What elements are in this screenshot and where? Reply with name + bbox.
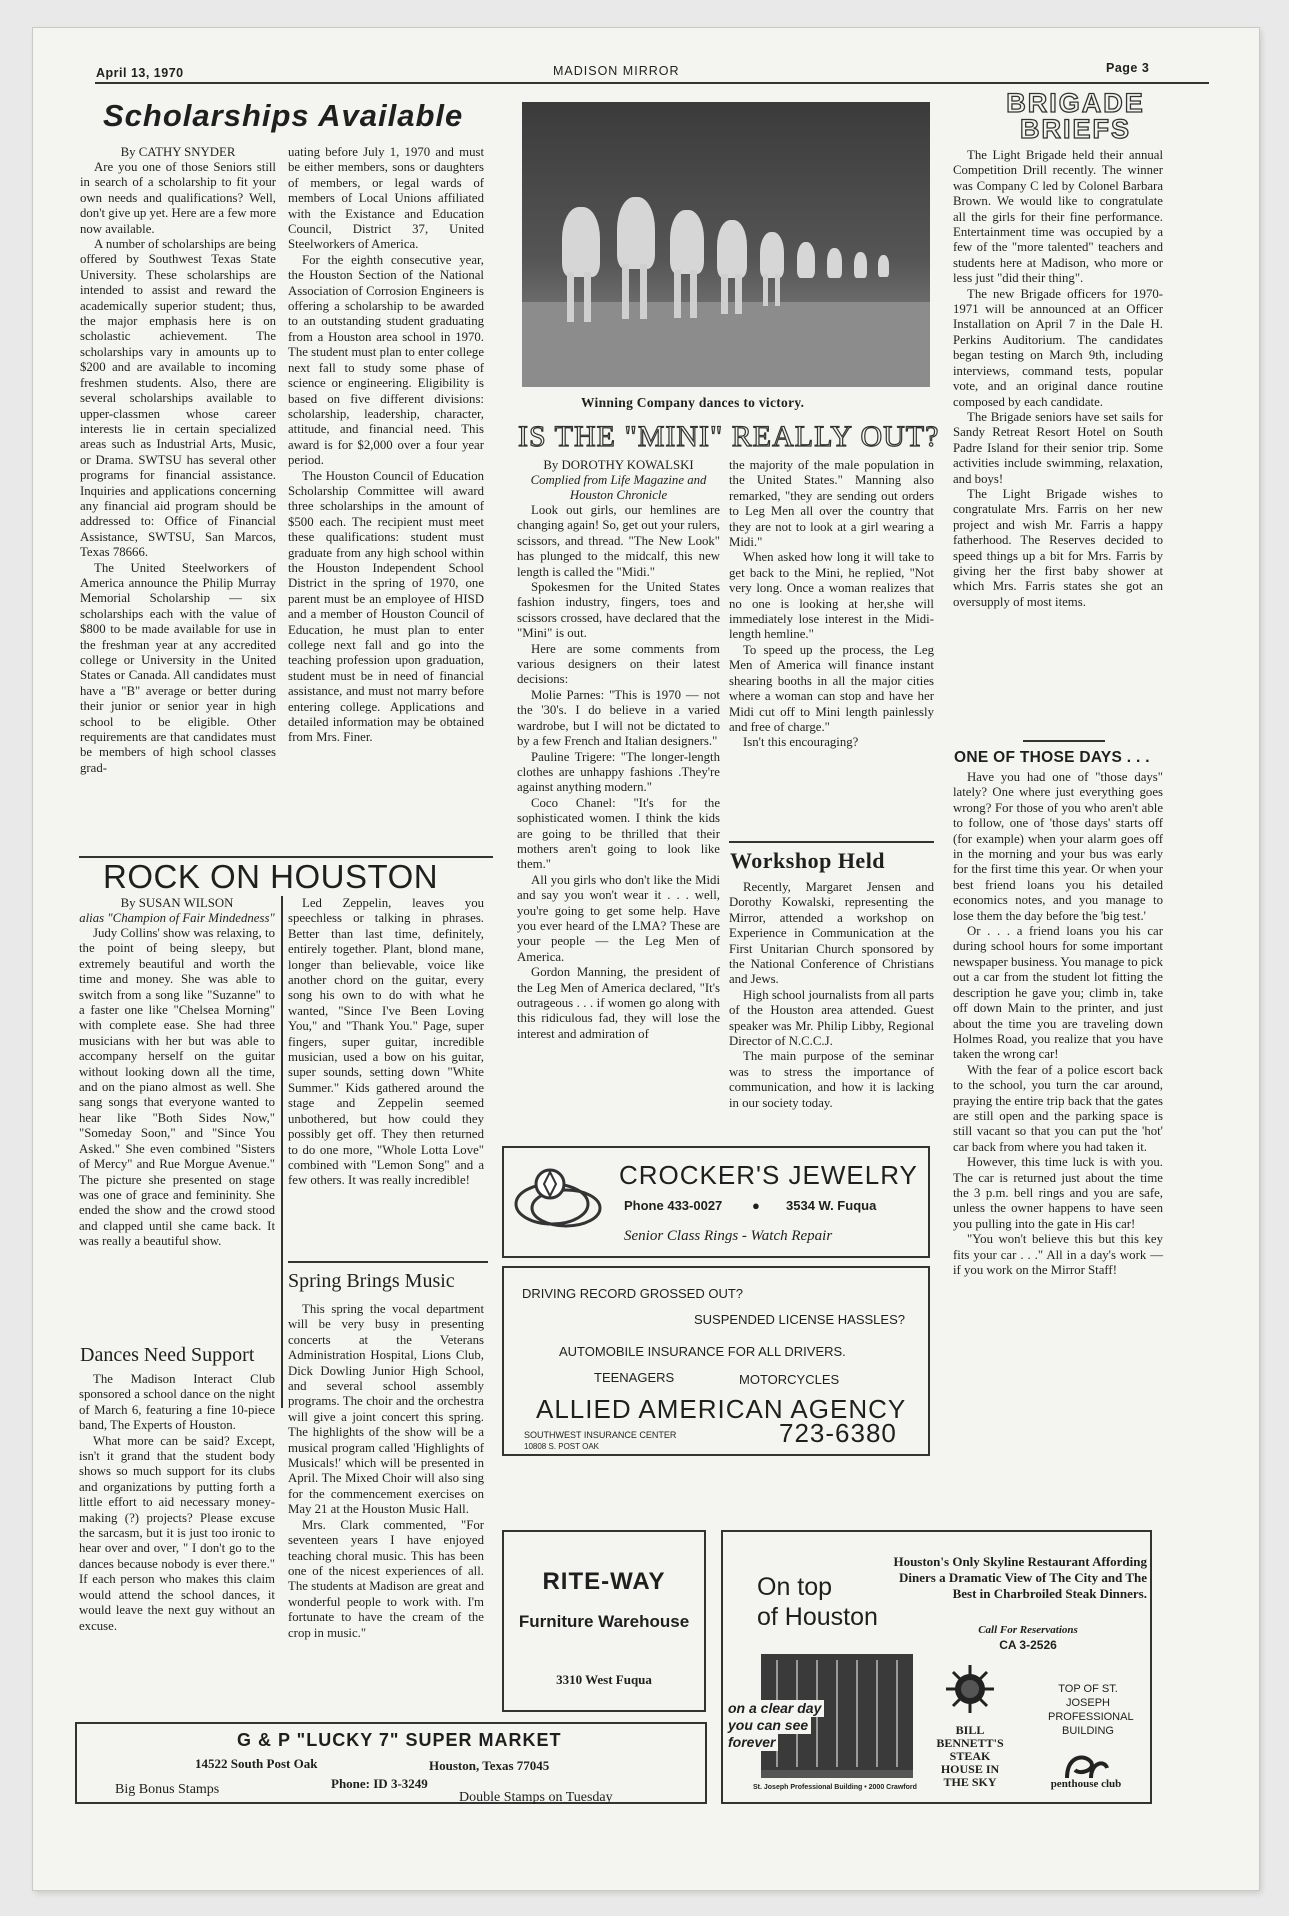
newspaper-page	[33, 28, 1259, 1890]
brigade-body	[953, 148, 1163, 610]
glass-text	[725, 1700, 824, 1751]
paragraph: uating before July 1, 1970 and must be either members, sons or daughters of members, or legal wards of members of Local Unions affiliated with the Existance and Education Council, District 37, United Steelworkers of America.	[288, 145, 484, 252]
steak-house-logo: BILL BENNETT'S STEAK HOUSE IN THE SKY	[936, 1723, 1004, 1789]
riteway-ad	[502, 1530, 706, 1712]
paragraph: Judy Collins' show was relaxing, to the point of being sleepy, but extremely beautiful and worth the time and money. She was able to switch from a song like "Suzanne" to a faster one like "Chelsea Morning" with complete ease. She had three musicians with her but was able to accompany herself on the guitar without looking down all the time, and on the piano almost as well. She sang songs that everyone wanted to hear like "Both Sides Now," "Someday Soon," and "Since You Asked." She even combined "Sisters of Mercy" and Rue Morgue Avenue." The picture she presented on stage was one of grace and femininity. She ended the show and the crowd stood and clapped until she came back. It was really a beautiful show.	[79, 926, 275, 1249]
column-divider	[281, 896, 283, 1408]
rock-col2	[288, 896, 484, 1189]
allied-american-ad	[502, 1266, 930, 1456]
scholarships-headline: Scholarships Available	[103, 98, 464, 133]
mini-col1	[517, 458, 720, 1042]
rock-alias: alias "Champion of Fair Mindedness"	[79, 911, 275, 925]
glass-text-3: forever	[725, 1734, 778, 1751]
newspaper-name: MADISON MIRROR	[553, 64, 680, 78]
rock-col1	[79, 896, 275, 1250]
riteway-sub: Furniture Warehouse	[518, 1612, 690, 1631]
workshop-headline: Workshop Held	[730, 848, 886, 873]
gp-left: Big Bonus Stamps	[115, 1782, 220, 1797]
allied-line2: SUSPENDED LICENSE HASSLES?	[694, 1312, 905, 1327]
ontop-headline-line1: On top	[757, 1573, 833, 1601]
paragraph: A number of scholarships are being offered by Southwest Texas State University. These scholarships are intended to assist and reward the academically superior student; thus, the major emphasis here is on scholastic achievement. The scholarships vary in amounts up to $200 and are available to incoming freshmen students. Also, there are several scholarships available to upper-classmen whose career interests lie in certain specialized areas such as Industrial Arts, Music, or Drama. SWTSU has several other programs for financial assistance. Inquiries and applications concerning any financial aid program should be addressed to: Office of Financial Assistance, SWTSU, San Marcos, Texas 78666.	[80, 237, 276, 560]
paragraph: Led Zeppelin, leaves you speechless or talking in phrases. Better than last time, definitely, entirely together. Plant, blond mane, longer than believable, voice like another chord on the guitar, every song his own to do with what he wanted, "Since I've Been Loving You," and "Thank You." Page, super fingers, super guitar, incredible musician, used a bow on his guitar, super sounds, setting down "White Summer." Kids gathered around the stage and Zeppelin seemed unbothered, but how could they possibly get off. They then returned to do one more, "Whole Lotta Love" combined with "Lemon Song" and a few others. It was really incredible!	[288, 896, 484, 1188]
paragraph: Gordon Manning, the president of the Leg Men of America declared, "It's outrageous . . . if women go along with this ridiculous fad, they will lose the interest and admiration of	[517, 965, 720, 1041]
brigade-headline	[963, 90, 1188, 142]
mini-credit: Complied from Life Magazine and Houston Chronicle	[530, 473, 707, 502]
issue-date: April 13, 1970	[96, 66, 184, 80]
paragraph: The main purpose of the seminar was to stress the importance of communication, and how it is lacking in our society today.	[729, 1049, 934, 1110]
crocker-address: 3534 W. Fuqua	[786, 1198, 877, 1213]
crocker-tagline: Senior Class Rings - Watch Repair	[624, 1228, 833, 1244]
paragraph: What more can be said? Except, isn't it grand that the student body shows so much support for its clubs and organizations by putting forth a little effort to aid necessary money-making (?) projects? Please excuse the sarcasm, but it is just too ironic to hear over and over, " I don't go to the dances because nobody is ever there." If each person who makes this claim would attend the school dances, it would leave the next guy without an excuse.	[79, 1433, 275, 1633]
paragraph: When asked how long it will take to get back to the Mini, he replied, "Not very long. Once a woman realizes that no one is looking at her,she will immediately lose interest in the Midi-length hemline."	[729, 550, 934, 642]
ontop-footer: St. Joseph Professional Building • 2000 Crawford	[753, 1784, 917, 1791]
paragraph: Coco Chanel: "It's for the sophisticated women. I think the kids are going to be thrilled that their mothers aren't going to look like them."	[517, 795, 720, 872]
brigade-divider	[1023, 740, 1105, 742]
paragraph: Pauline Trigere: "The longer-length clothes are unhappy fashions .They're against anything modern."	[517, 749, 720, 795]
brigade-headline-line2: BRIEFS	[1019, 114, 1131, 144]
scholarships-col2	[288, 145, 484, 746]
gp-supermarket-ad	[75, 1722, 707, 1804]
mini-col2	[729, 458, 934, 751]
header-rule	[95, 82, 1209, 84]
mini-headline: IS THE "MINI" REALLY OUT?	[518, 420, 940, 453]
gp-city: Houston, Texas 77045	[429, 1758, 550, 1773]
brigade-dance-photo	[522, 102, 930, 387]
gp-right: Double Stamps on Tuesday	[459, 1790, 613, 1805]
paragraph: The new Brigade officers for 1970-1971 will be announced at an Officer Installation on April 7 in the Dale H. Perkins Auditorium. The candidates began testing on March 9th, including interviews, command tests, popular vote, and an original dance routine composed by each candidate.	[953, 286, 1163, 409]
scholarships-byline: By CATHY SNYDER	[120, 145, 236, 159]
ontop-building: TOP OF ST. JOSEPH PROFESSIONAL BUILDING	[1048, 1683, 1134, 1737]
ontop-headline	[757, 1572, 878, 1632]
dances-body	[79, 1372, 275, 1634]
paragraph: the majority of the male population in the United States." Manning also remarked, "they are sending out orders to Leg Men all over the country that they are not to look at a girl wearing a Midi."	[729, 458, 934, 550]
paragraph: However, this time luck is with you. The car is returned just about the time the 3 p.m. bell rings and you are safe, unless the owner happens to have seen you pulling into the gate in His car!	[953, 1155, 1163, 1231]
gp-address: 14522 South Post Oak	[195, 1756, 318, 1771]
ontop-houston-ad	[721, 1530, 1152, 1804]
allied-line3: AUTOMOBILE INSURANCE FOR ALL DRIVERS.	[559, 1344, 846, 1359]
bullet-icon: ●	[752, 1198, 760, 1213]
rock-headline: ROCK ON HOUSTON	[103, 858, 439, 895]
allied-sub2: 10808 S. POST OAK	[524, 1442, 600, 1451]
paragraph: Molie Parnes: "This is 1970 — not the '30's. I do believe in a varied wardrobe, but I will not be dictated to by a few French and Italian designers."	[517, 687, 720, 749]
crocker-phone: Phone 433-0027	[624, 1198, 723, 1213]
glass-text-1: on a clear day	[725, 1700, 824, 1717]
allied-sub1: SOUTHWEST INSURANCE CENTER	[524, 1430, 677, 1440]
allied-line4b: MOTORCYCLES	[739, 1372, 840, 1387]
penthouse-club: penthouse club	[1050, 1778, 1122, 1790]
spring-rule	[288, 1261, 488, 1263]
paragraph: To speed up the process, the Leg Men of America will finance instant shearing booths in all the major cities where a woman can stop and have her Midi cut off to Mini length painlessly and free of charge."	[729, 642, 934, 734]
ontop-phone: CA 3-2526	[999, 1638, 1057, 1652]
glass-text-2: you can see	[725, 1717, 811, 1734]
crocker-name: CROCKER'S JEWELRY	[619, 1160, 918, 1190]
photo-caption: Winning Company dances to victory.	[581, 395, 805, 410]
brigade-headline-line1: BRIGADE	[1006, 88, 1145, 118]
spring-headline: Spring Brings Music	[288, 1270, 455, 1292]
allied-name: ALLIED AMERICAN AGENCY	[536, 1394, 907, 1424]
dances-headline: Dances Need Support	[80, 1344, 255, 1366]
allied-line4a: TEENAGERS	[594, 1370, 675, 1385]
crocker-jewelry-ad	[502, 1146, 930, 1258]
workshop-rule	[729, 841, 934, 843]
paragraph: The Light Brigade wishes to congratulate Mrs. Farris on her new project and wish Mr. Farris a happy fatherhood. The Reserves decided to speed things up a bit for Mrs. Farris by giving her the first baby shower at which Mrs. Farris states she got an oversupply of most items.	[953, 486, 1163, 609]
paragraph: With the fear of a police escort back to the school, you turn the car around, praying the entire trip back that the gates are still open and the parking space is still vacant so that you can put the 'hot' car back from where you had taken it.	[953, 1062, 1163, 1154]
days-headline: ONE OF THOSE DAYS . . .	[954, 749, 1150, 766]
paragraph: Isn't this encouraging?	[743, 735, 859, 750]
paragraph: Look out girls, our hemlines are changing again! So, get out your rulers, scissors, and thread. "The New Look" has plunged to the midcalf, this new length is called the "Midi."	[517, 503, 720, 579]
ring-icon	[512, 1162, 608, 1232]
paragraph: All you girls who don't like the Midi and say you won't wear it . . . well, you're going to get some help. Have you ever heard of the LMA? These are your people — the Leg Men of America.	[517, 872, 720, 964]
paragraph: Or . . . a friend loans you his car during school hours for some important newspaper business. You manage to pick out a car from the student lot fitting the description he gave you; climb in, take off down Main to the printer, and just about the time you are traveling down Holmes Road, you realize that you have taken the wrong car!	[953, 924, 1163, 1062]
paragraph: Here are some comments from various designers on their latest decisions:	[517, 641, 720, 687]
paragraph: High school journalists from all parts of the Houston area attended. Guest speaker was Mr. Philip Libby, Regional Director of N.C.C.J.	[729, 987, 934, 1049]
page-number: Page 3	[1106, 61, 1150, 75]
paragraph: The Madison Interact Club sponsored a school dance on the night of March 6, featuring a fine 10-piece band, The Experts of Houston.	[79, 1372, 275, 1433]
paragraph: "You won't believe this but this key fits your car . . ." All in a day's work — if you work on the Mirror Staff!	[953, 1232, 1163, 1277]
ontop-call: Call For Reservations	[978, 1624, 1078, 1636]
ontop-headline-line2: of Houston	[757, 1603, 878, 1631]
paragraph: This spring the vocal department will be very busy in presenting concerts at the Veterans Administration Hospital, Lions Club, Dick Dowling Junior High School, and several school assembly programs. The choir and the orchestra will give a joint concert this spring. The highlights of the show will be a musical program called 'Highlights of Musicals!' which will be presented in April. The Mixed Choir will also sing for the commencement exercises on May 21 at the Houston Music Hall.	[288, 1302, 484, 1517]
gp-name: G & P "LUCKY 7" SUPER MARKET	[237, 1730, 562, 1750]
penthouse-logo-icon	[1061, 1752, 1111, 1780]
scholarships-col1	[80, 145, 276, 776]
paragraph: The Houston Council of Education Scholarship Committee will award three scholarships in the amount of $500 each. The recipient must meet these qualifications: student must graduate from any high school within the Houston Independent School District in the spring of 1970, one parent must be an employee of HISD and a member of Houston Council of Education, he must plan to enter college next fall and go into the teaching profession upon graduation, student must be in need of financial assistance, and must not marry before entering college. Applications and detailed information may be obtained from Mrs. Finer.	[288, 468, 484, 745]
paragraph: The Light Brigade held their annual Competition Drill recently. The winner was Company C led by Colonel Barbara Brown. We would like to congratulate all the girls for their fine performance. Entertainment time was occupied by a few of the "more talented" teachers and students here at Madison, who more or less just "did their thing".	[953, 148, 1163, 286]
paragraph: The United Steelworkers of America announce the Philip Murray Memorial Scholarship — six scholarships each with the value of $800 to be made available for use in the freshman year at any accredited college or University in the United States or Canada. All candidates must have a "B" average or better during their junior or senior year in high school to be eligible. Other requirements are that candidates must be members of high school classes grad-	[80, 560, 276, 775]
ontop-description: Houston's Only Skyline Restaurant Affording Diners a Dramatic View of The City and The Best in Charbroiled Steak Dinners.	[893, 1554, 1147, 1601]
workshop-body	[729, 880, 934, 1111]
paragraph: Spokesmen for the United States fashion industry, fingers, toes and scissors crossed, have declared that the "Mini" is out.	[517, 580, 720, 641]
sun-logo-icon	[945, 1664, 995, 1714]
paragraph: Have you had one of "those days" lately? One where just everything goes wrong? For those of you who aren't able to follow, one of 'those days' starts off (for example) when your alarm goes off in the morning and your bus was early for the first time this year. Or when your best friend loans you his detailed economics notes, and you manage to lose them the day before the 'big test.'	[953, 770, 1163, 923]
paragraph: Mrs. Clark commented, "For seventeen years I have enjoyed teaching choral music. This has been one of the nicest experiences of all. The students at Madison are great and wonderful people to work with. I'm fortunate to have the cream of the crop in music."	[288, 1517, 484, 1640]
paragraph: The Brigade seniors have set sails for Sandy Retreat Resort Hotel on South Padre Island for their senior trip. Some activities include swimming, relaxation, and boys!	[953, 409, 1163, 486]
days-body	[953, 770, 1163, 1278]
gp-phone: Phone: ID 3-3249	[331, 1776, 428, 1791]
paragraph: For the eighth consecutive year, the Houston Section of the National Association of Corrosion Engineers is offering a scholarship to be awarded to an outstanding student graduating from a Houston area school in 1970. The student must plan to enter college next fall to study some phase of science or engineering. Eligibility is based on five different divisions: scholarship, leadership, character, attitude, and financial need. This award is for $2,000 over a four year period.	[288, 252, 484, 468]
paragraph: Recently, Margaret Jensen and Dorothy Kowalski, representing the Mirror, attended a workshop on Experience in Communication at the First Unitarian Church sponsored by the National Conference of Christians and Jews.	[729, 880, 934, 987]
paragraph: Are you one of those Seniors still in search of a scholarship to fit your own needs and qualifications? Well, don't give up yet. Here are a few more now available.	[80, 160, 276, 236]
riteway-name: RITE-WAY	[542, 1568, 666, 1595]
allied-phone: 723-6380	[779, 1418, 897, 1448]
allied-line1: DRIVING RECORD GROSSED OUT?	[522, 1286, 744, 1301]
spring-body	[288, 1302, 484, 1641]
riteway-address: 3310 West Fuqua	[556, 1672, 652, 1687]
rock-byline: By SUSAN WILSON	[120, 896, 234, 910]
mini-byline: By DOROTHY KOWALSKI	[543, 458, 694, 472]
